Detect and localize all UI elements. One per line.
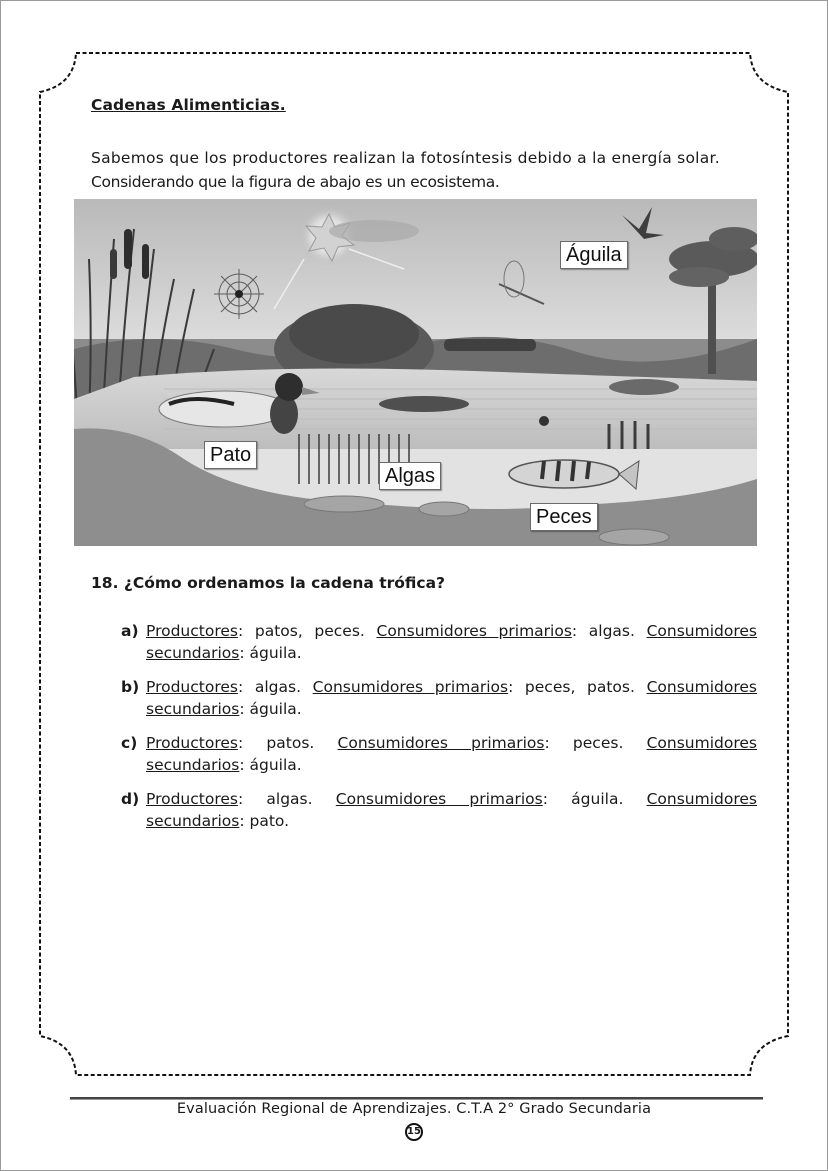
primarios-value: : águila. — [542, 790, 647, 808]
option-c[interactable] — [121, 732, 757, 776]
primarios-value: : algas. — [571, 622, 647, 640]
page-number-badge: 15 — [405, 1123, 423, 1141]
section-title: Cadenas Alimenticias. — [91, 96, 286, 114]
option-a[interactable] — [121, 620, 757, 664]
productores-value: : algas. — [237, 790, 336, 808]
intro-paragraph — [91, 146, 761, 194]
label-algas: Algas — [379, 462, 441, 490]
secundarios-label-1: Consumidores — [646, 734, 757, 752]
primarios-label: Consumidores primarios — [335, 790, 543, 808]
intro-line-1: Sabemos que los productores realizan la fotosíntesis debido a la energía solar. — [91, 149, 720, 167]
label-peces: Peces — [530, 503, 598, 531]
primarios-value: : peces. — [544, 734, 647, 752]
option-letter: c) — [121, 734, 138, 752]
option-letter: d) — [121, 790, 140, 808]
question-18 — [91, 574, 445, 592]
option-letter: b) — [121, 678, 140, 696]
productores-value: : patos, peces. — [237, 622, 377, 640]
label-pato: Pato — [204, 441, 257, 469]
primarios-label: Consumidores primarios — [312, 678, 509, 696]
productores-label: Productores — [146, 790, 238, 808]
primarios-label: Consumidores primarios — [337, 734, 545, 752]
productores-value: : patos. — [237, 734, 338, 752]
answer-options — [121, 620, 757, 844]
primarios-value: : peces, patos. — [508, 678, 647, 696]
secundarios-value: : pato. — [239, 812, 290, 830]
secundarios-label-1: Consumidores — [646, 790, 757, 808]
secundarios-label-2: secundarios — [146, 812, 240, 830]
ecosystem-figure — [74, 199, 757, 546]
secundarios-label-1: Consumidores — [646, 622, 757, 640]
question-number: 18. — [91, 574, 119, 592]
option-letter: a) — [121, 622, 139, 640]
question-text: ¿Cómo ordenamos la cadena trófica? — [123, 574, 446, 592]
secundarios-value: : águila. — [239, 756, 302, 774]
secundarios-value: : águila. — [239, 700, 302, 718]
secundarios-value: : águila. — [239, 644, 302, 662]
secundarios-label-2: secundarios — [146, 700, 240, 718]
productores-label: Productores — [146, 622, 238, 640]
footer-divider — [70, 1097, 763, 1100]
option-b[interactable] — [121, 676, 757, 720]
footer-text: Evaluación Regional de Aprendizajes. C.T.A 2° Grado Secundaria — [176, 1101, 652, 1117]
productores-label: Productores — [146, 734, 238, 752]
secundarios-label-1: Consumidores — [646, 678, 757, 696]
secundarios-label-2: secundarios — [146, 644, 240, 662]
productores-label: Productores — [146, 678, 238, 696]
pond-ecosystem-image — [74, 199, 757, 546]
water-insect-icon — [539, 416, 549, 426]
productores-value: : algas. — [237, 678, 313, 696]
intro-line-2: Considerando que la figura de abajo es un ecosistema. — [91, 173, 500, 191]
secundarios-label-2: secundarios — [146, 756, 240, 774]
option-d[interactable] — [121, 788, 757, 832]
primarios-label: Consumidores primarios — [376, 622, 572, 640]
label-aguila: Águila — [560, 241, 628, 269]
